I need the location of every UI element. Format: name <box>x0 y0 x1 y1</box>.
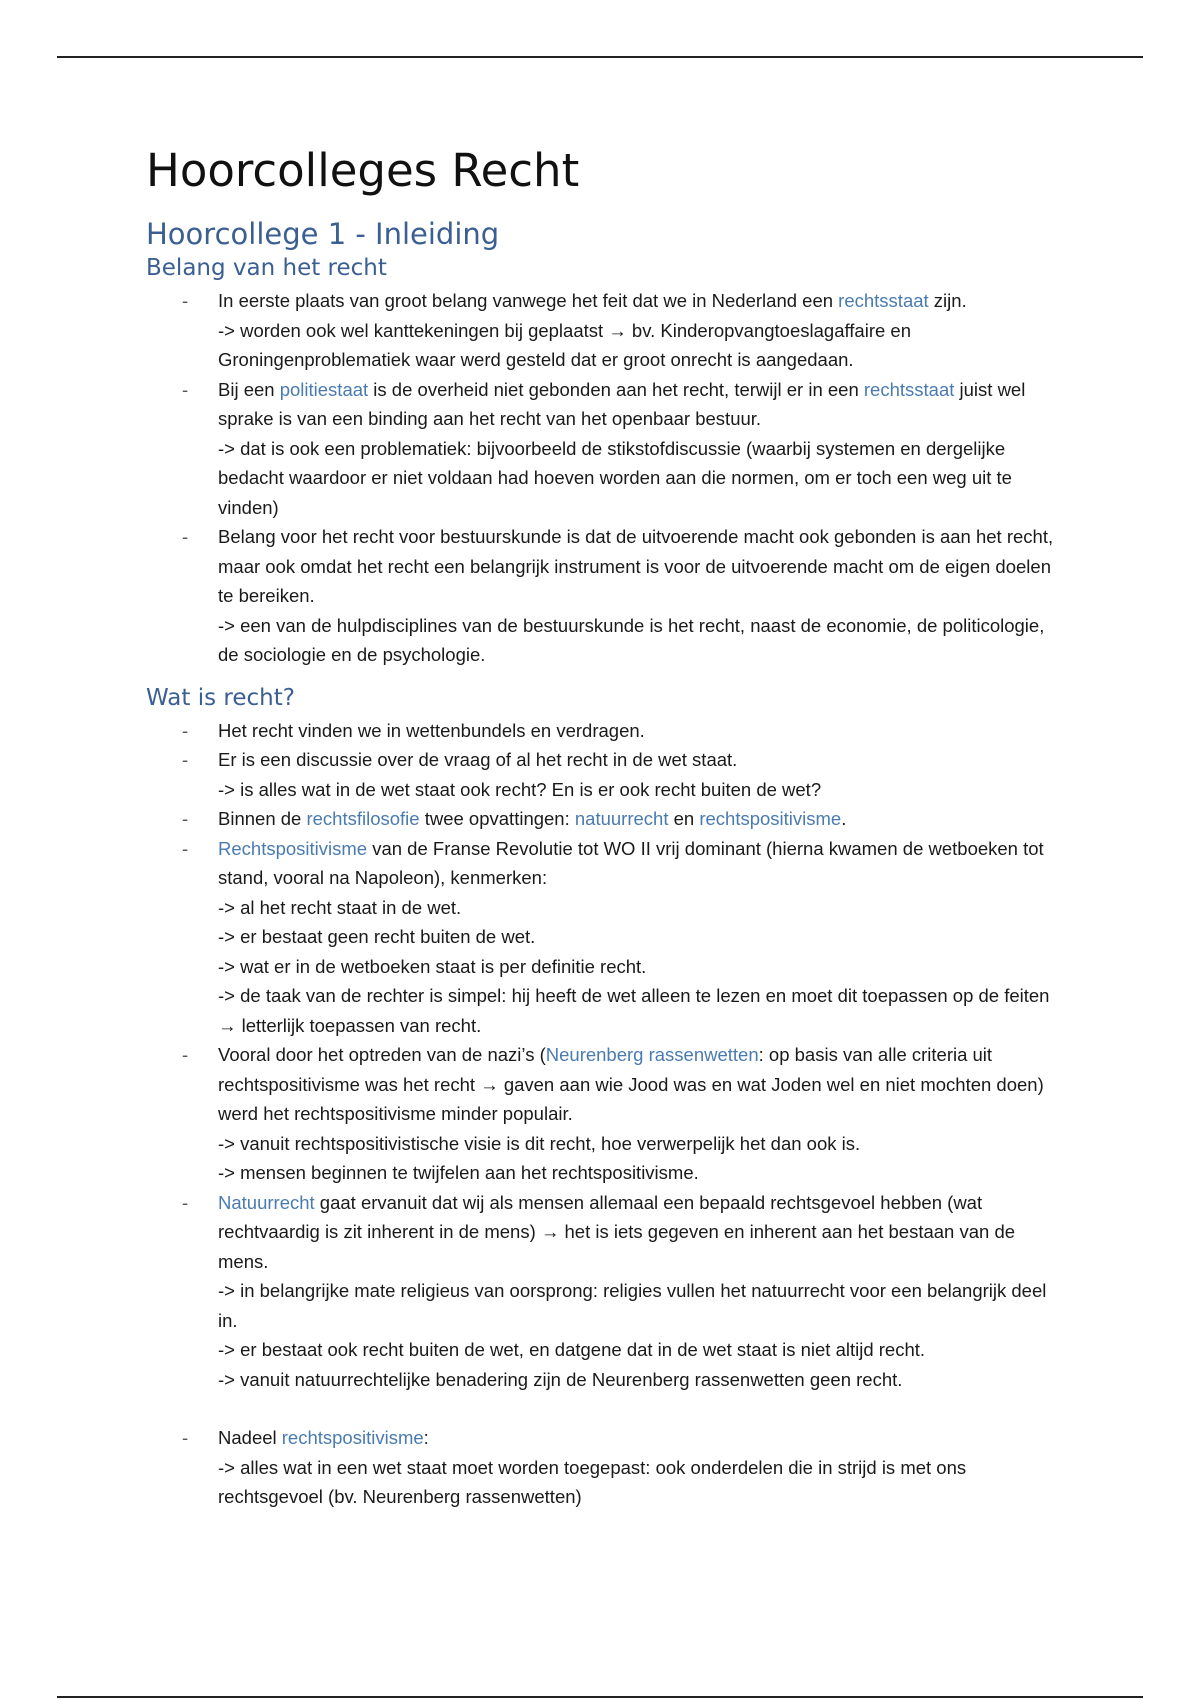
bullet-dash-icon: - <box>182 290 189 311</box>
text-run: Er is een discussie over de vraag of al het recht in de wet staat. <box>218 749 738 770</box>
list-item-line <box>218 775 1066 805</box>
text-run: -> wat er in de wetboeken staat is per definitie recht. <box>218 955 647 977</box>
document-title: Hoorcolleges Recht <box>146 144 580 197</box>
list-item-line <box>218 716 1066 746</box>
list-item-line <box>218 804 1066 834</box>
text-run: . <box>841 808 847 829</box>
text-run: Het recht vinden we in wettenbundels en verdragen. <box>218 719 645 741</box>
list-item <box>146 1188 1066 1395</box>
list-item <box>146 804 1066 834</box>
text-run: -> vanuit natuurrechtelijke benadering zijn de Neurenberg rassenwetten geen recht. <box>218 1368 903 1390</box>
bullet-dash-icon: - <box>182 837 189 859</box>
list-item-line <box>218 1188 1066 1277</box>
bullet-dash-icon: - <box>182 1427 189 1448</box>
list-item-line <box>218 1158 1066 1188</box>
list-item-line <box>218 434 1066 523</box>
text-run: -> een van de hulpdisciplines van de bestuurskunde is het recht, naast de economie, de politicologie, de sociologie en de psychologie. <box>218 614 1045 665</box>
text-run: zijn. <box>928 290 967 311</box>
text-run: In eerste plaats van groot belang vanwege het feit dat we in Nederland een <box>218 290 839 311</box>
document-page <box>146 140 1066 1512</box>
list-item-line <box>218 316 1066 375</box>
lecture-heading: Hoorcollege 1 - Inleiding <box>146 217 500 251</box>
bullet-dash-icon: - <box>182 749 189 770</box>
list-item <box>146 286 1066 375</box>
list-item-line <box>218 1129 1066 1159</box>
list-item-line <box>218 745 1066 775</box>
text-run: -> in belangrijke mate religieus van oorsprong: religies vullen het natuurrecht voor een belangrijk deel in. <box>218 1280 1047 1331</box>
keyword-term: natuurrecht <box>574 808 669 829</box>
list-item-line <box>218 952 1066 982</box>
list-item-line <box>218 981 1066 1040</box>
text-run: -> is alles wat in de wet staat ook recht? En is er ook recht buiten de wet? <box>218 778 822 800</box>
list-item-line <box>218 893 1066 923</box>
keyword-term: Rechtspositivisme <box>218 837 368 859</box>
bullet-dash-icon: - <box>182 719 189 741</box>
list-item <box>146 716 1066 746</box>
text-run: -> alles wat in een wet staat moet worden toegepast: ook onderdelen die in strijd is met ons rechtsgevoel (bv. Neurenberg rassenwetten) <box>218 1456 967 1507</box>
text-run: Bij een <box>218 378 280 400</box>
section-heading: Belang van het recht <box>146 255 387 281</box>
text-run: : <box>423 1427 429 1448</box>
bullet-dash-icon: - <box>182 378 189 400</box>
text-run: Vooral door het optreden van de nazi’s ( <box>218 1044 546 1065</box>
section-heading: Wat is recht? <box>146 684 295 711</box>
list-item-line <box>218 1040 1066 1129</box>
list-item-line <box>218 286 1066 316</box>
text-run: -> mensen beginnen te twijfelen aan het rechtspositivisme. <box>218 1162 699 1183</box>
list-item-line <box>218 1453 1066 1512</box>
keyword-term: politiestaat <box>279 378 369 400</box>
text-run: van de Franse Revolutie tot WO II vrij dominant (hierna kwamen de wetboeken tot stand, vooral na Napoleon), kenmerken: <box>218 837 1044 888</box>
header-rule <box>57 56 1143 58</box>
keyword-term: rechtsstaat <box>838 290 929 311</box>
text-run: : op basis van alle criteria uit rechtspositivisme was het recht → gaven aan wie Jood was en wat Joden wel en niet mochten doen) werd het rechtspositivisme minder populair. <box>218 1044 1044 1124</box>
keyword-term: rechtsfilosofie <box>306 808 420 829</box>
list-item-line <box>218 1335 1066 1365</box>
list-item-line <box>218 522 1066 611</box>
text-run: -> vanuit rechtspositivistische visie is dit recht, hoe verwerpelijk het dan ook is. <box>218 1132 861 1154</box>
list-item-line <box>218 922 1066 952</box>
keyword-term: rechtsstaat <box>863 378 955 400</box>
text-run: juist wel sprake is van een binding aan het recht van het openbaar bestuur. <box>218 378 1026 429</box>
list-item <box>146 1040 1066 1188</box>
text-run: -> worden ook wel kanttekeningen bij geplaatst → bv. Kinderopvangtoeslagaffaire en Groningenproblematiek waar werd gesteld dat er groot onrecht is aangedaan. <box>218 319 912 370</box>
bullet-list <box>146 716 1066 1512</box>
bullet-dash-icon: - <box>182 1044 189 1065</box>
keyword-term: Neurenberg rassenwetten <box>545 1044 759 1065</box>
list-item-line <box>218 611 1066 670</box>
list-item <box>146 745 1066 804</box>
text-run: -> al het recht staat in de wet. <box>218 896 462 918</box>
bullet-dash-icon: - <box>182 1191 189 1213</box>
text-run: Belang voor het recht voor bestuurskunde is dat de uitvoerende macht ook gebonden is aan het recht, maar ook omdat het recht een belangrijk instrument is voor de uitvoerende macht om de eigen doelen te bereiken. <box>218 526 1054 606</box>
list-item-line <box>218 834 1066 893</box>
keyword-term: rechtspositivisme <box>699 808 842 829</box>
bullet-dash-icon: - <box>182 808 189 829</box>
text-run: -> de taak van de rechter is simpel: hij heeft de wet alleen te lezen en moet dit toepassen op de feiten → letterlijk toepassen van recht. <box>218 985 1050 1036</box>
text-run: -> er bestaat geen recht buiten de wet. <box>218 926 536 947</box>
bullet-dash-icon: - <box>182 526 189 547</box>
text-run: -> er bestaat ook recht buiten de wet, en datgene dat in de wet staat is niet altijd recht. <box>218 1339 926 1360</box>
list-item <box>146 834 1066 1041</box>
text-run: twee opvattingen: <box>419 808 575 829</box>
text-run: en <box>668 808 700 829</box>
sections-container <box>146 252 1066 1512</box>
keyword-term: rechtspositivisme <box>281 1427 424 1448</box>
keyword-term: Natuurrecht <box>218 1191 315 1213</box>
text-run: Nadeel <box>218 1427 282 1448</box>
list-item <box>146 522 1066 670</box>
list-item-line <box>218 375 1066 434</box>
bullet-list <box>146 286 1066 670</box>
list-item-line <box>218 1365 1066 1395</box>
footer-rule <box>57 1696 1143 1698</box>
list-item-line <box>218 1276 1066 1335</box>
list-item <box>146 375 1066 523</box>
text-run: is de overheid niet gebonden aan het recht, terwijl er in een <box>368 378 864 400</box>
text-run: gaat ervanuit dat wij als mensen allemaal een bepaald rechtsgevoel hebben (wat rechtvaardig is zit inherent in de mens) → het is iets gegeven en inherent aan het bestaan van de mens. <box>218 1191 1016 1272</box>
text-run: Binnen de <box>218 808 307 829</box>
text-run: -> dat is ook een problematiek: bijvoorbeeld de stikstofdiscussie (waarbij systemen en dergelijke bedacht waardoor er niet voldaan had hoeven worden aan die normen, om er toch een weg uit te vinden) <box>218 437 1012 518</box>
list-item-line <box>218 1423 1066 1453</box>
list-item <box>146 1423 1066 1512</box>
